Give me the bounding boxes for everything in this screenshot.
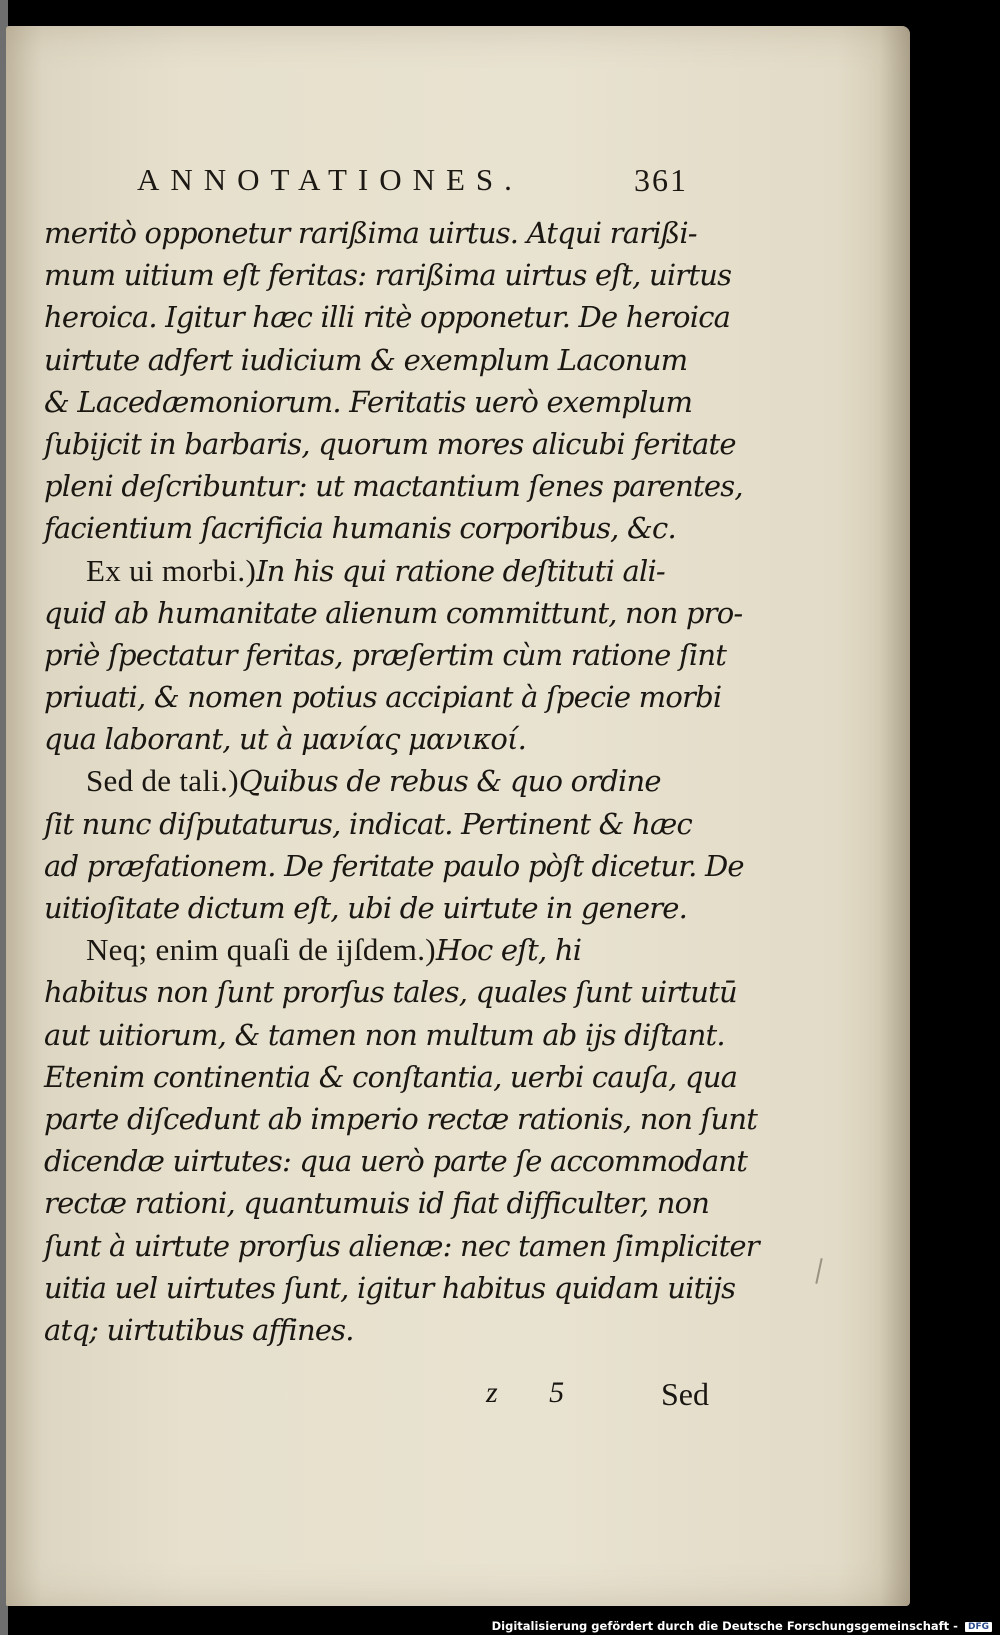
paragraph-1 [44,212,743,550]
text-line: dicendæ uirtutes: qua uerò parte ſe accommodant [44,1144,748,1179]
text-line: ſubijcit in barbaris, quorum mores alicubi feritate [44,426,736,461]
lemma: Sed de tali.) [86,763,239,799]
text-line: ſit nunc diſputaturus, indicat. Pertinent & hæc [44,806,692,841]
text-line: quid ab humanitate alienum committunt, non pro- [44,595,743,630]
text-line: priuati, & nomen potius accipiant à ſpecie morbi [44,680,722,715]
text-line: aut uitiorum, & tamen non multum ab ijs diſtant. [44,1017,725,1052]
dfg-logo: DFG [965,1622,992,1632]
text-line: qua laborant, ut à μανίας μανικοί. [44,722,527,757]
text-line: habitus non ſunt prorſus tales, quales ſunt uirtutū [44,975,737,1010]
text-line: & Lacedæmoniorum. Feritatis uerò exemplum [44,384,693,419]
text-line [44,550,734,592]
text-line: Etenim continentia & conſtantia, uerbi cauſa, qua [44,1059,738,1094]
lemma-commentary: Quibus de rebus & quo ordine [238,764,661,799]
text-line [44,760,734,802]
text-line: uitia uel uirtutes ſunt, igitur habitus quidam uitijs [44,1270,736,1305]
digitization-credit-text: Digitalisierung gefördert durch die Deutsche Forschungsgemeinschaft - [491,1619,958,1633]
paragraph-2 [44,550,743,761]
page-number: 361 [634,162,688,198]
text-line: atq; uirtutibus affines. [44,1312,354,1347]
lemma: Neq; enim quaſi de ijſdem.) [86,932,436,968]
text-line: parte diſcedunt ab imperio rectæ rationis, non ſunt [44,1101,758,1136]
page-body [44,212,759,1351]
book-page [6,26,910,1606]
paragraph-3 [44,760,744,929]
text-line: uirtute adfert iudicium & exemplum Laconum [44,342,688,377]
text-line: uitioſitate dictum eſt, ubi de uirtute in genere. [44,891,688,925]
text-line: priè ſpectatur feritas, præſertim cùm ratione ſint [44,637,727,672]
page-footer [6,1376,734,1420]
margin-mark [815,1258,822,1284]
page-header [137,162,737,206]
text-line: ad præfationem. De feritate paulo pòſt dicetur. De [44,848,744,883]
digitization-credit [492,1619,992,1633]
text-line: pleni deſcribuntur: ut mactantium ſenes parentes, [44,469,743,504]
lemma: Ex ui morbi.) [86,552,257,588]
text-line: mum uitium eſt feritas: rarißima uirtus eſt, uirtus [44,258,732,293]
paragraph-4 [44,929,759,1351]
signature-mark: z 5 [486,1376,587,1409]
lemma-commentary: Hoc eſt, hi [435,933,582,968]
lemma-commentary: In his qui ratione deſtituti ali- [256,553,665,588]
catchword: Sed [661,1376,709,1412]
text-line [44,929,734,971]
text-line: facientium ſacrificia humanis corporibus, &c. [44,511,676,546]
text-line: meritò opponetur rarißima uirtus. Atqui rarißi- [44,216,697,250]
text-line: rectæ rationi, quantumuis id fiat difficulter, non [44,1186,710,1221]
text-line: heroica. Igitur hæc illi ritè opponetur. De heroica [44,300,731,335]
text-line: ſunt à uirtute prorſus alienæ: nec tamen ſimpliciter [44,1228,759,1263]
running-head: ANNOTATIONES. [137,162,523,197]
